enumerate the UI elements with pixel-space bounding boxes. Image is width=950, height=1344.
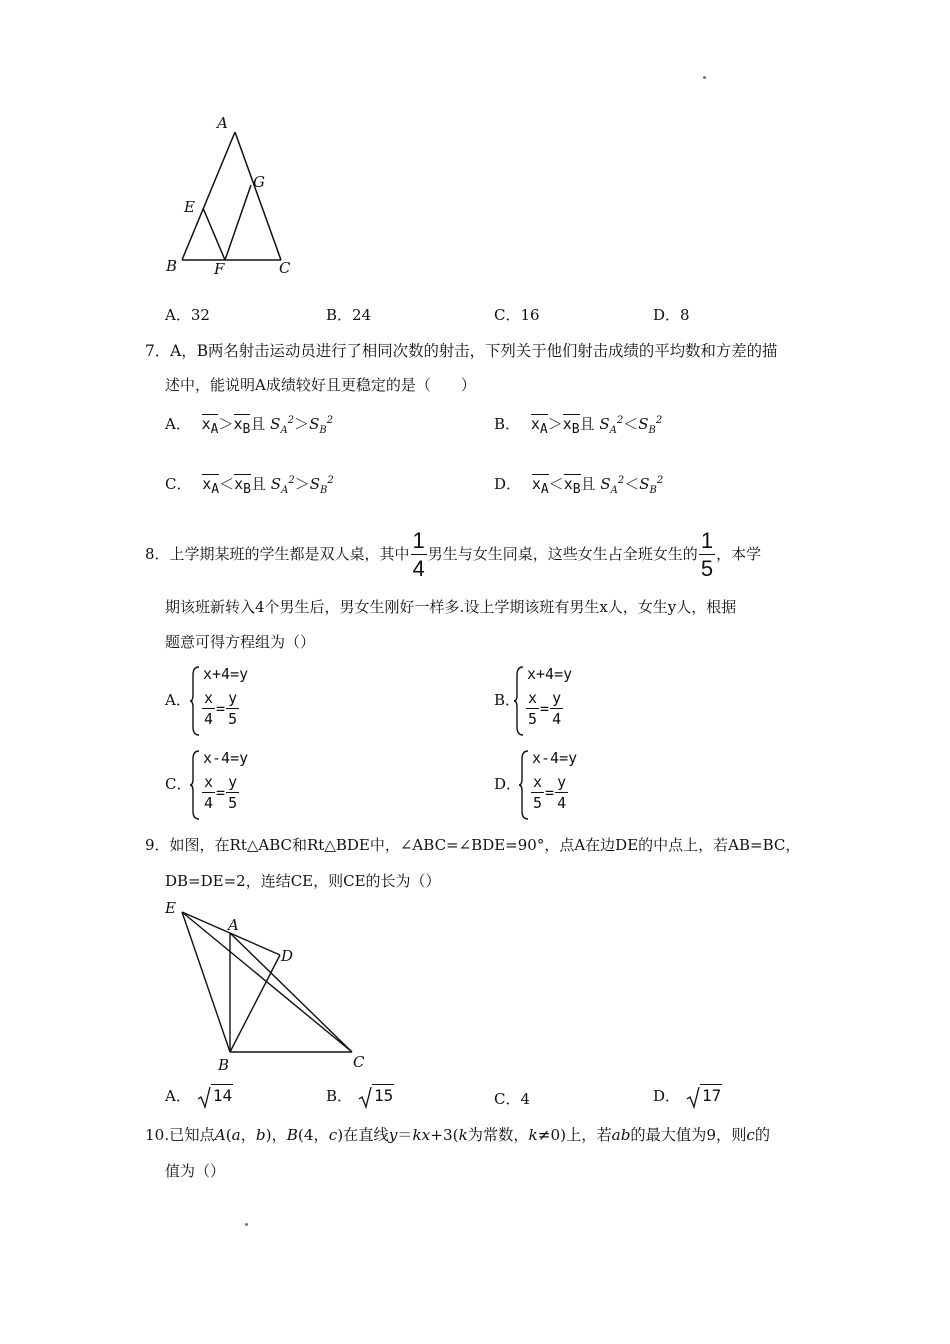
q8-d-equals: = xyxy=(545,783,555,802)
q9-stem-line2: DB=DE=2，连结CE，则CE的长为（） xyxy=(165,872,441,890)
triangle-figure-q6 xyxy=(160,110,300,280)
left-brace-icon xyxy=(189,749,201,821)
fig9-label-C: C xyxy=(353,1053,365,1071)
q7-b-xB: $x_B$ xyxy=(562,415,580,437)
fig9-label-A: A xyxy=(228,916,239,934)
q7-b-rel2: ＜ xyxy=(623,415,639,433)
fig9-edge-EC xyxy=(182,912,352,1052)
q8-fraction-1-4: $\frac{1}{4}$ xyxy=(412,528,425,581)
q7-c-qie: 且 xyxy=(251,475,267,493)
q8-stem-mid: 男生与女生同桌，这些女生占全班女生的 xyxy=(427,545,698,563)
q7-a-rel1: ＞ xyxy=(218,415,234,433)
q9-b-sqrt: 15 xyxy=(358,1086,394,1105)
q7-stem-line2: 述中，能说明A成绩较好且更稳定的是（ ） xyxy=(165,376,476,394)
q8-stem-post: ，本学 xyxy=(716,545,762,563)
q8-c-frac-right: $\frac{y}{5}$ xyxy=(228,773,238,812)
q8-stem-line1 xyxy=(145,530,761,580)
left-brace-icon xyxy=(518,749,530,821)
fig9-label-D: D xyxy=(281,947,294,965)
q6-option-b[interactable]: B．24 xyxy=(326,306,372,324)
q7-b-qie: 且 xyxy=(579,415,595,433)
q8-d-eq1: x-4=y xyxy=(532,749,578,767)
q7-a-qie: 且 xyxy=(250,415,266,433)
q7-b-var: $S_A^2$ xyxy=(599,415,624,436)
q7-c-xB: $x_B$ xyxy=(234,475,251,497)
q7-d-xA: $x_A$ xyxy=(531,475,549,497)
q8-a-equals: = xyxy=(216,699,226,718)
q8-a-label: A． xyxy=(165,691,191,709)
q7-a-xA: $x_A$ xyxy=(201,415,219,437)
q8-d-frac-right: $\frac{y}{4}$ xyxy=(557,773,567,812)
q8-b-frac-left: $\frac{x}{5}$ xyxy=(528,689,538,728)
q10-stem-line1: 10.已知点A(a，b)，B(4，c)在直线y＝kx+3(k为常数，k≠0)上，若ab的最大值为9，则c的 xyxy=(145,1126,771,1144)
q9-option-c[interactable]: C．4 xyxy=(494,1090,531,1108)
q7-c-rel1: ＜ xyxy=(219,475,235,493)
q9-a-label: A． xyxy=(165,1087,191,1105)
q7-stem-line1: 7．A，B两名射击运动员进行了相同次数的射击，下列关于他们射击成绩的平均数和方差的描 xyxy=(145,342,778,360)
fig6-edge-EF xyxy=(203,208,225,260)
q10-stem-line2: 值为（） xyxy=(165,1162,226,1180)
fig6-label-E: E xyxy=(184,198,195,216)
q7-d-xB: $x_B$ xyxy=(563,475,581,497)
q7-c-rel2: ＞ xyxy=(294,475,310,493)
q8-option-d[interactable] xyxy=(494,746,644,821)
q7-d-label: D． xyxy=(494,475,522,493)
q9-d-sqrt: 17 xyxy=(686,1086,722,1105)
q7-d-qie: 且 xyxy=(580,475,596,493)
q7-c-label: C． xyxy=(165,475,192,493)
q9-stem-line1: 9．如图，在Rt△ABC和Rt△BDE中，∠ABC=∠BDE=90°，点A在边DE的中点上，若AB=BC， xyxy=(145,836,801,854)
q7-c-var-b: $S_B^2$ xyxy=(309,475,334,496)
fig9-label-E: E xyxy=(165,899,176,917)
fig6-edge-AC xyxy=(235,132,281,260)
q9-option-b[interactable] xyxy=(326,1085,394,1106)
q7-a-var-b: $S_B^2$ xyxy=(309,415,334,436)
q8-d-label: D． xyxy=(494,775,522,793)
fig9-label-B: B xyxy=(218,1056,230,1074)
q7-a-rel2: ＞ xyxy=(294,415,310,433)
q8-c-eq1: x-4=y xyxy=(203,749,249,767)
fig6-label-G: G xyxy=(253,173,265,191)
fig6-label-A: A xyxy=(217,114,228,132)
q8-a-frac-right: $\frac{y}{5}$ xyxy=(228,689,238,728)
q8-a-frac-left: $\frac{x}{4}$ xyxy=(204,689,214,728)
q8-c-label: C． xyxy=(165,775,192,793)
q9-option-d[interactable] xyxy=(653,1085,722,1106)
q7-b-label: B． xyxy=(494,415,521,433)
fig9-edge-EB xyxy=(182,912,230,1052)
q6-option-d[interactable]: D．8 xyxy=(653,306,690,324)
triangle-figure-q9 xyxy=(160,895,380,1080)
page-dot-top xyxy=(703,76,706,79)
fig6-label-F: F xyxy=(214,260,225,278)
fig6-label-C: C xyxy=(279,259,291,277)
q7-c-var: $S_A^2$ xyxy=(270,475,295,496)
q7-option-a[interactable] xyxy=(165,413,333,436)
left-brace-icon xyxy=(513,665,525,737)
fig6-edge-FG xyxy=(225,185,251,260)
q8-a-eq1: x+4=y xyxy=(203,665,249,683)
q6-option-a[interactable]: A．32 xyxy=(165,306,210,324)
q7-d-var-b: $S_B^2$ xyxy=(639,475,664,496)
q7-b-xA: $x_A$ xyxy=(530,415,548,437)
q7-option-c[interactable] xyxy=(165,473,334,496)
q8-b-eq1: x+4=y xyxy=(527,665,573,683)
q7-a-xB: $x_B$ xyxy=(233,415,251,437)
fig6-edge-AB xyxy=(182,132,235,260)
q7-c-xA: $x_A$ xyxy=(202,475,220,497)
q7-option-b[interactable] xyxy=(494,413,662,436)
q8-c-frac-left: $\frac{x}{4}$ xyxy=(204,773,214,812)
q9-b-label: B． xyxy=(326,1087,353,1105)
q6-option-c[interactable]: C．16 xyxy=(494,306,540,324)
page-dot-bottom xyxy=(245,1223,248,1226)
q7-a-var: $S_A^2$ xyxy=(270,415,295,436)
q9-option-a[interactable] xyxy=(165,1085,233,1106)
q8-stem-line3: 题意可得方程组为（） xyxy=(165,633,316,651)
q9-a-sqrt: 14 xyxy=(197,1086,233,1105)
q8-stem-pre: 8．上学期某班的学生都是双人桌，其中 xyxy=(145,545,410,563)
q8-option-a[interactable] xyxy=(165,662,315,737)
q8-b-equals: = xyxy=(540,699,550,718)
q8-fraction-1-5: $\frac{1}{5}$ xyxy=(700,528,714,581)
fig9-edge-DB xyxy=(230,955,280,1052)
q7-d-rel2: ＜ xyxy=(624,475,640,493)
q7-option-d[interactable] xyxy=(494,473,663,496)
q7-a-label: A． xyxy=(165,415,191,433)
q7-b-rel1: ＞ xyxy=(547,415,563,433)
q8-d-frac-left: $\frac{x}{5}$ xyxy=(533,773,543,812)
q8-stem-line2: 期该班新转入4个男生后，男女生刚好一样多.设上学期该班有男生x人，女生y人，根据 xyxy=(165,598,737,616)
q8-c-equals: = xyxy=(216,783,226,802)
q9-d-label: D． xyxy=(653,1087,681,1105)
q7-b-var-b: $S_B^2$ xyxy=(638,415,663,436)
fig6-label-B: B xyxy=(166,257,178,275)
q8-option-b[interactable] xyxy=(494,662,644,737)
q7-d-rel1: ＜ xyxy=(548,475,564,493)
q8-b-frac-right: $\frac{y}{4}$ xyxy=(552,689,562,728)
q8-b-label: B． xyxy=(494,691,521,709)
left-brace-icon xyxy=(189,665,201,737)
q8-option-c[interactable] xyxy=(165,746,315,821)
q7-d-var: $S_A^2$ xyxy=(600,475,625,496)
